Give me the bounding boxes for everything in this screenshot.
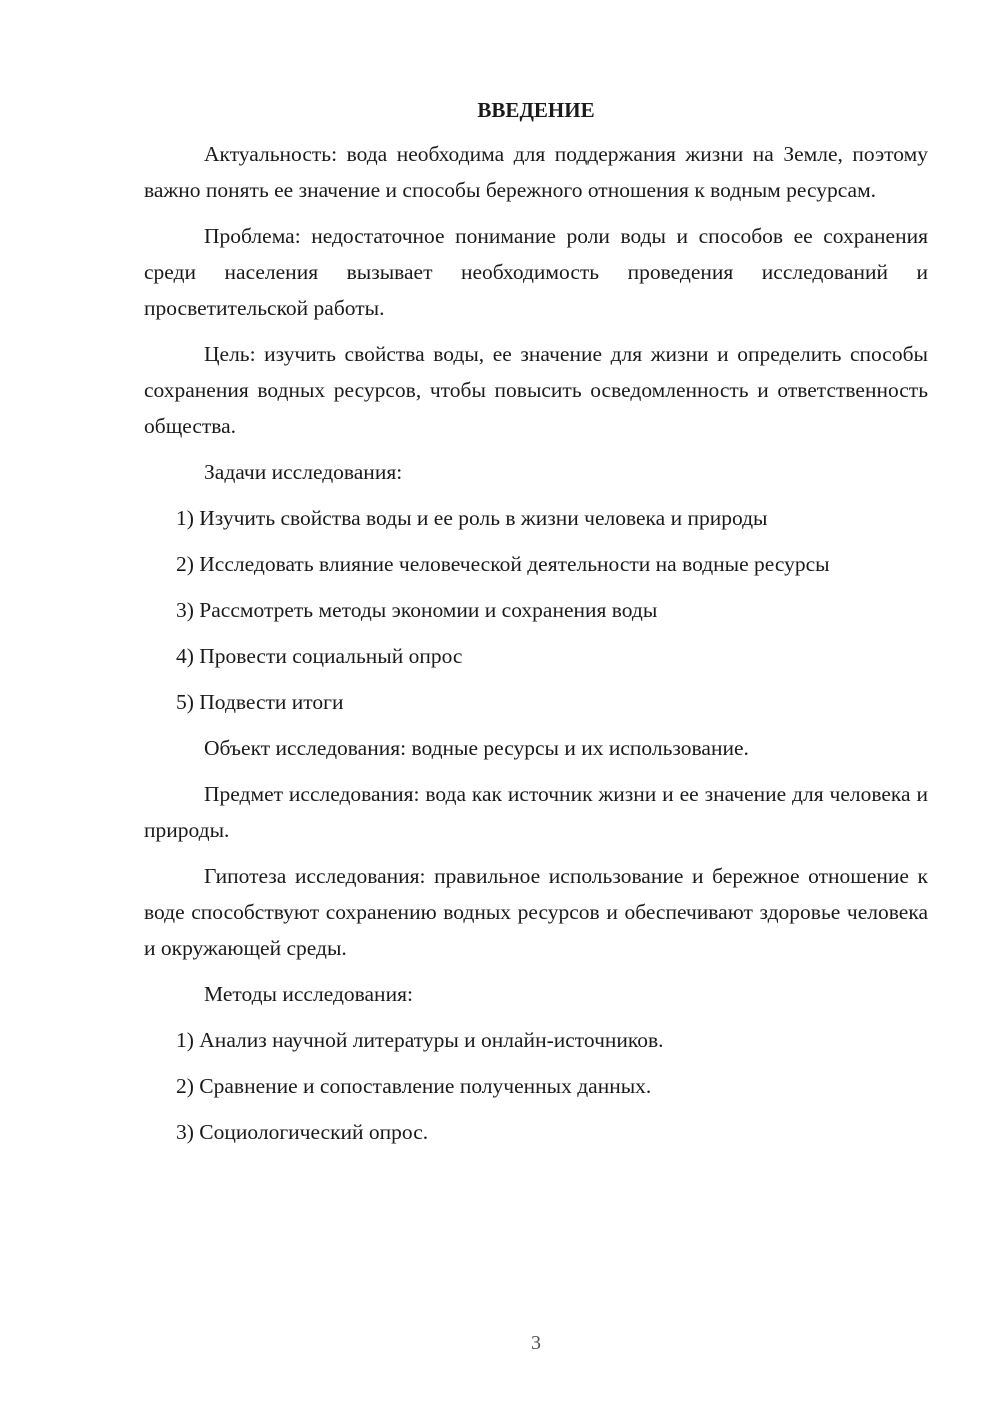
list-item: 1) Анализ научной литературы и онлайн-источников. bbox=[176, 1028, 664, 1052]
paragraph-relevance: Актуальность: вода необходима для поддержания жизни на Земле, поэтому важно понять ее значение и способы бережного отношения к водным ресурсам. bbox=[144, 142, 928, 202]
list-item: 1) Изучить свойства воды и ее роль в жизни человека и природы bbox=[176, 506, 768, 530]
list-item: 3) Рассмотреть методы экономии и сохранения воды bbox=[176, 598, 658, 622]
paragraph-subject: Предмет исследования: вода как источник жизни и ее значение для человека и природы. bbox=[144, 782, 928, 842]
list-item: 2) Сравнение и сопоставление полученных данных. bbox=[176, 1074, 652, 1098]
paragraph-hypothesis: Гипотеза исследования: правильное использование и бережное отношение к воде способствуют сохранению водных ресурсов и обеспечивают здоровье человека и окружающей среды. bbox=[144, 864, 928, 960]
page-title: ВВЕДЕНИЕ bbox=[477, 98, 595, 122]
methods-heading: Методы исследования: bbox=[204, 982, 413, 1006]
list-item: 3) Социологический опрос. bbox=[176, 1120, 429, 1144]
paragraph-problem: Проблема: недостаточное понимание роли воды и способов ее сохранения среди населения вызывает необходимость проведения исследований и просветительской работы. bbox=[144, 224, 928, 320]
tasks-heading: Задачи исследования: bbox=[204, 460, 403, 484]
page-content bbox=[144, 92, 928, 1160]
methods-list bbox=[144, 1022, 928, 1150]
page-number: 3 bbox=[531, 1332, 541, 1354]
tasks-list bbox=[144, 500, 928, 720]
list-item: 2) Исследовать влияние человеческой деятельности на водные ресурсы bbox=[176, 552, 830, 576]
list-item: 5) Подвести итоги bbox=[176, 690, 344, 714]
paragraph-goal: Цель: изучить свойства воды, ее значение для жизни и определить способы сохранения водных ресурсов, чтобы повысить осведомленность и ответственность общества. bbox=[144, 342, 928, 438]
paragraph-object: Объект исследования: водные ресурсы и их использование. bbox=[204, 736, 749, 760]
list-item: 4) Провести социальный опрос bbox=[176, 644, 463, 668]
